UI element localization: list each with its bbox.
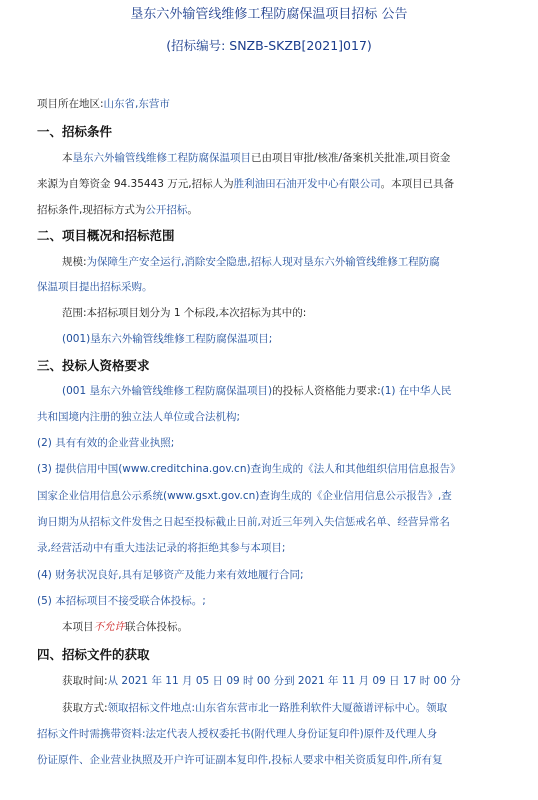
text-fragment: 领取招标文件地点:山东省东营市北一路胜利软件大厦薇谱评标中心。领取 <box>107 702 448 714</box>
section-1-para-line-2 <box>37 176 454 191</box>
requirement-3-line-2: 国家企业信用信息公示系统(www.gsxt.gov.cn)查询生成的《企业信用信息公示报告》,查 <box>37 490 452 502</box>
consortium-note <box>62 619 188 634</box>
project-region <box>37 96 170 111</box>
section-2-lot: (001)垦东六外输管线维修工程防腐保温项目; <box>62 333 273 345</box>
section-2-heading: 二、项目概况和招标范围 <box>37 228 175 243</box>
text-fragment: 获取方式: <box>62 702 108 714</box>
text-fragment: (001 垦东六外输管线维修工程防腐保温项目) <box>62 385 273 397</box>
section-4-heading: 四、招标文件的获取 <box>37 647 150 662</box>
section-1-para-line-3 <box>37 202 198 217</box>
not-allowed-flag: 不允许 <box>93 621 125 633</box>
text-fragment: 联合体投标。 <box>125 621 188 633</box>
requirement-3-line-1: (3) 提供信用中国(www.creditchina.gov.cn)查询生成的《法人和其他组织信用信息报告》 <box>37 463 461 475</box>
acquisition-method-line-1 <box>62 700 447 715</box>
requirement-3-line-3: 询日期为从招标文件发售之日起至投标截止日前,对近三年列入失信惩戒名单、经营异常名 <box>37 516 450 528</box>
requirement-4: (4) 财务状况良好,具有足够资产及能力来有效地履行合同; <box>37 569 304 581</box>
text-fragment: 获取时间: <box>62 675 108 687</box>
text-fragment: 本项目 <box>62 621 94 633</box>
project-name: 垦东六外输管线维修工程防腐保温项目 <box>72 152 251 164</box>
acquisition-time <box>62 673 461 688</box>
section-2-scope: 范围:本招标项目划分为 1 个标段,本次招标为其中的: <box>62 307 307 319</box>
section-1-para-line-1 <box>62 150 450 165</box>
text-fragment: 的投标人资格能力要求: <box>272 385 381 397</box>
section-3-heading: 三、投标人资格要求 <box>37 358 150 373</box>
tender-number: (招标编号: SNZB-SKZB[2021]017) <box>166 38 372 53</box>
text-fragment: 。 <box>187 204 198 216</box>
requirement-5: (5) 本招标项目不接受联合体投标。; <box>37 595 206 607</box>
text-fragment: 已由项目审批/核准/备案机关批准,项目资金 <box>251 152 451 164</box>
tenderer-name: 胜利油田石油开发中心有限公司 <box>233 178 381 190</box>
section-2-para-line-1 <box>62 254 440 269</box>
acquisition-method-line-3: 份证原件、企业营业执照及开户许可证副本复印件,投标人要求中相关资质复印件,所有复 <box>37 754 443 766</box>
region-label: 项目所在地区: <box>37 98 104 110</box>
requirement-2: (2) 具有有效的企业营业执照; <box>37 437 175 449</box>
text-fragment: 本 <box>62 152 73 164</box>
text-fragment: 。本项目已具备 <box>380 178 455 190</box>
acquisition-method-line-2: 招标文件时需携带资料:法定代表人授权委托书(附代理人身份证复印件)原件及代理人身 <box>37 728 438 740</box>
page-title: 垦东六外输管线维修工程防腐保温项目招标 公告 <box>130 7 408 22</box>
tender-method: 公开招标 <box>145 204 188 216</box>
section-2-para-line-2 <box>37 279 153 294</box>
text-fragment: 规模: <box>62 256 87 268</box>
section-3-para-line-1 <box>62 383 451 398</box>
text-fragment: (1) 在中华人民 <box>380 385 452 397</box>
section-1-heading: 一、招标条件 <box>37 124 113 139</box>
section-3-para-line-2: 共和国境内注册的独立法人单位或合法机构; <box>37 411 241 423</box>
requirement-3-line-4: 录,经营活动中有重大违法记录的将拒绝其参与本项目; <box>37 542 286 554</box>
text-fragment: 保温项目提出招标采购。 <box>37 281 153 293</box>
region-value: 山东省,东营市 <box>103 98 170 110</box>
text-fragment: 为保障生产安全运行,消除安全隐患,招标人现对 <box>86 256 304 268</box>
text-fragment: 来源为自筹资金 94.35443 万元,招标人为 <box>37 178 234 190</box>
text-fragment: 招标条件,现招标方式为 <box>37 204 146 216</box>
text-fragment: 垦东六外输管线维修工程防腐 <box>303 256 440 268</box>
text-fragment: 从 2021 年 11 月 05 日 09 时 00 分到 2021 年 11 月 09 日 17 时 00 分 <box>107 675 461 687</box>
